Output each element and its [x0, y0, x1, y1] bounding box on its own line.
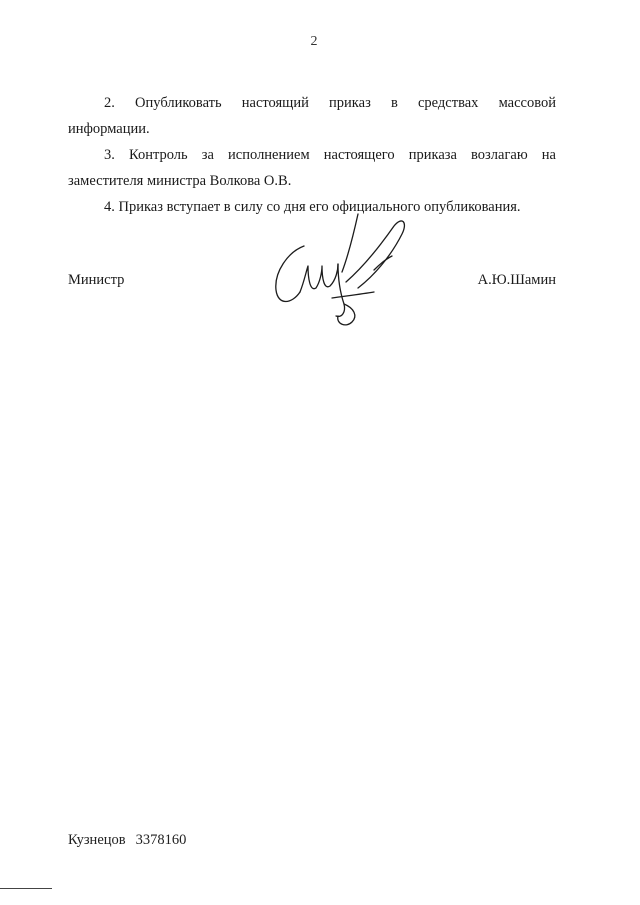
paragraph-line: 4. Приказ вступает в силу со дня его официального опубликования. — [104, 199, 521, 215]
paragraph-publish — [68, 90, 556, 142]
paragraph-control — [68, 142, 556, 194]
signatory-name: А.Ю.Шамин — [477, 272, 556, 288]
executor-info — [68, 832, 186, 849]
executor-phone: 3378160 — [135, 832, 187, 848]
paragraph-line: 2. Опубликовать настоящий приказ в средствах массовой — [104, 95, 556, 111]
handwritten-signature-icon — [262, 212, 422, 330]
page-number: 2 — [310, 34, 318, 49]
paragraph-line: заместителя министра Волкова О.В. — [68, 173, 292, 189]
signatory-position: Министр — [68, 272, 125, 288]
page-corner-mark — [0, 888, 52, 889]
paragraph-line: 3. Контроль за исполнением настоящего приказа возлагаю на — [104, 147, 556, 163]
executor-name: Кузнецов — [68, 832, 126, 848]
paragraph-line: информации. — [68, 121, 150, 137]
